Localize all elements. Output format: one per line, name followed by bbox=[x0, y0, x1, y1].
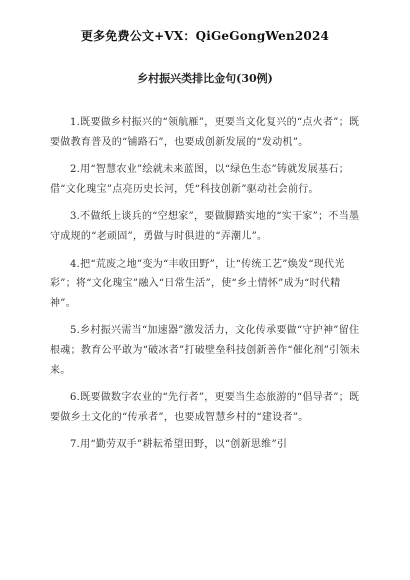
paragraph-4: 4.把“荒废之地”变为“丰收田野”，让“传统工艺”焕发“现代光彩”；将“文化瑰宝”融入“日常生活”，使“乡土情怀”成为“时代精神”。 bbox=[50, 258, 345, 309]
paragraph-2: 2.用“智慧农业”绘就未来蓝图，以“绿色生态”铸就发展基石；借“文化瑰宝”点亮历史长河，凭“科技创新”驱动社会前行。 bbox=[50, 164, 349, 195]
paragraph-1: 1.既要做乡村振兴的“领航雁”，更要当文化复兴的“点火者”；既要做教育普及的“铺路石”，也要成创新发展的“发动机”。 bbox=[50, 117, 360, 148]
paragraph-5: 5.乡村振兴需当“加速器”激发活力，文化传承要做“守护神”留住根魂；教育公平敢为“破冰者”打破壁垒科技创新善作“催化剂”引领未来。 bbox=[50, 325, 361, 376]
paragraph-6: 6.既要做数字农业的“先行者”，更要当生态旅游的“倡导者”；既要做乡土文化的“传承者”，也要成智慧乡村的“建设者”。 bbox=[50, 392, 360, 423]
document-body bbox=[50, 113, 366, 463]
paragraph-7: 7.用“勤劳双手”耕耘希望田野，以“创新思维”引 bbox=[70, 439, 288, 451]
document-title: 乡村振兴类排比金句(30例) bbox=[137, 72, 273, 85]
paragraph-3: 3.不做纸上谈兵的“空想家”，要做脚踏实地的“实干家”；不当墨守成规的“老顽固”，勇做与时俱进的“弄潮儿”。 bbox=[50, 211, 360, 242]
promo-header: 更多免费公文+VX：QiGeGongWen2024 bbox=[80, 29, 330, 43]
